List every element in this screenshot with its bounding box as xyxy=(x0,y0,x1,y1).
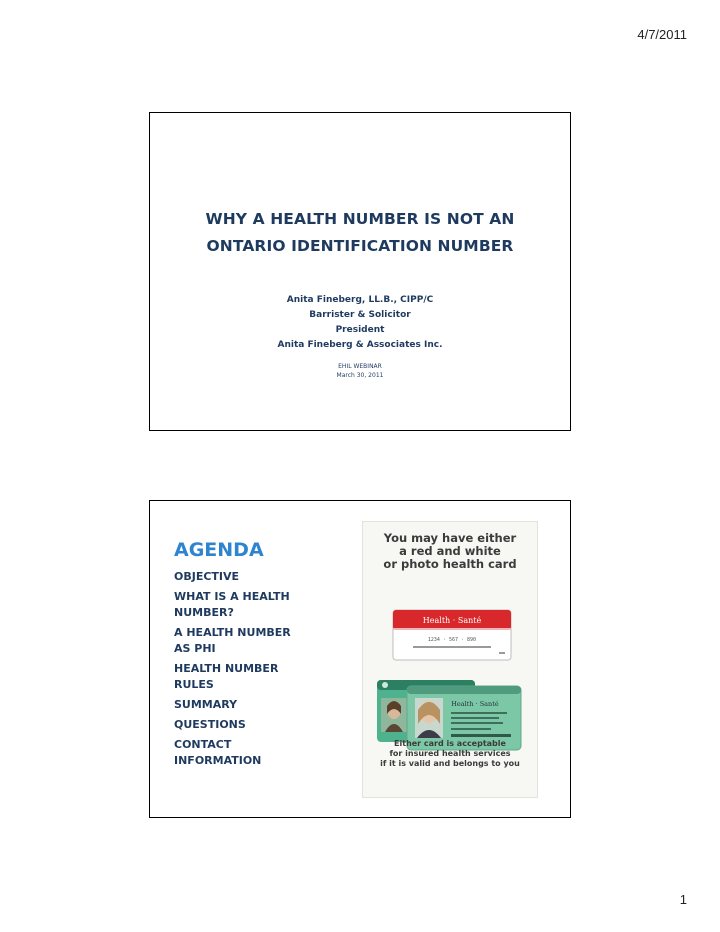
agenda-item: WHAT IS A HEALTH NUMBER? xyxy=(174,590,290,619)
photo-card-label: Health · Santé xyxy=(451,700,499,708)
slide-title-line2: ONTARIO IDENTIFICATION NUMBER xyxy=(206,237,514,255)
page-number: 1 xyxy=(679,892,687,907)
agenda-heading: AGENDA xyxy=(174,539,264,561)
agenda-slide xyxy=(149,500,571,818)
author-block xyxy=(150,293,570,353)
agenda-item: QUESTIONS xyxy=(174,718,246,731)
red-white-card xyxy=(393,610,511,660)
print-date: 4/7/2011 xyxy=(637,27,687,42)
health-cards-illustration xyxy=(363,602,539,752)
agenda-item: SUMMARY xyxy=(174,698,238,711)
event-date: March 30, 2011 xyxy=(336,372,384,379)
title-slide xyxy=(149,112,571,431)
card-image-footer: Either card is acceptable for insured health services if it is valid and belongs to you xyxy=(380,739,520,768)
red-card-label: Health · Santé xyxy=(422,616,482,625)
slide-title xyxy=(150,206,570,260)
agenda-item: HEALTH NUMBER RULES xyxy=(174,662,279,691)
agenda-item: OBJECTIVE xyxy=(174,570,240,583)
author-name: Anita Fineberg, LL.B., CIPP/C xyxy=(286,295,434,305)
health-card-image xyxy=(362,521,538,798)
author-company: Anita Fineberg & Associates Inc. xyxy=(277,340,443,350)
agenda-item: A HEALTH NUMBER AS PHI xyxy=(174,626,291,655)
agenda-list xyxy=(174,569,324,773)
event-name: EHIL WEBINAR xyxy=(338,363,382,370)
card-image-headline: You may have either a red and white or photo health card xyxy=(383,531,517,571)
author-role-1: Barrister & Solicitor xyxy=(309,310,411,320)
agenda-item: CONTACT INFORMATION xyxy=(174,738,262,767)
red-card-number: 1234 · 567 · 890 xyxy=(427,637,477,643)
slide-title-line1: WHY A HEALTH NUMBER IS NOT AN xyxy=(205,210,515,228)
author-role-2: President xyxy=(335,325,385,335)
